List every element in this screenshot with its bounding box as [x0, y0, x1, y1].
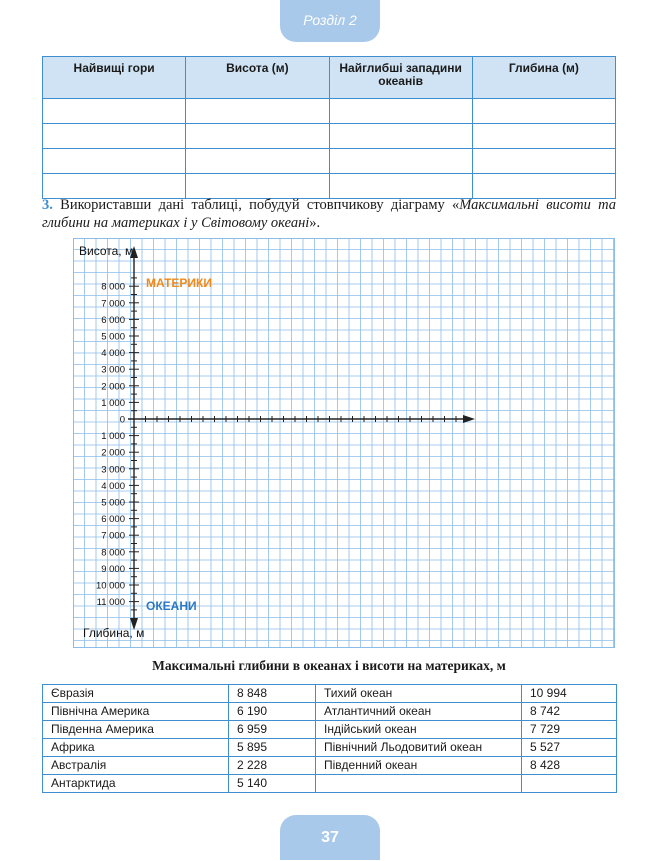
table-cell[interactable]: [472, 124, 615, 149]
table-cell[interactable]: [186, 99, 329, 124]
ocean-name: Тихий океан: [316, 685, 522, 703]
table-row: [43, 739, 617, 757]
chart-svg[interactable]: [73, 238, 615, 648]
continent-name: Південна Америка: [43, 721, 229, 739]
table-row: [43, 99, 616, 124]
continent-height: 5 895: [229, 739, 316, 757]
table-cell[interactable]: [329, 124, 472, 149]
section-tab: [280, 0, 380, 42]
y-tick-label: 3 000: [101, 364, 125, 376]
header-height: Висота (м): [186, 57, 329, 99]
task-text-italic: Максимальні висоти та глибини на материках і у Світовому океані: [42, 197, 616, 231]
table-cell[interactable]: [329, 99, 472, 124]
header-trenches: Найглибші западини океанів: [329, 57, 472, 99]
table-row: [43, 124, 616, 149]
ocean-name: Південний океан: [316, 757, 522, 775]
table-cell[interactable]: [329, 149, 472, 174]
ocean-name: Індійський океан: [316, 721, 522, 739]
table-header-row: [43, 57, 616, 99]
y-tick-label: 3 000: [101, 464, 125, 476]
header-depth: Глибина (м): [472, 57, 615, 99]
oceans-label: ОКЕАНИ: [146, 599, 197, 613]
table-cell[interactable]: [329, 174, 472, 199]
y-tick-label: 10 000: [95, 580, 125, 592]
header-mountains: Найвищі гори: [43, 57, 186, 99]
y-tick-label: 6 000: [101, 314, 125, 326]
ocean-name: Атлантичний океан: [316, 703, 522, 721]
continent-height: 5 140: [229, 775, 316, 793]
section-label: Розділ 2: [303, 12, 357, 28]
y-tick-label: 4 000: [101, 480, 125, 492]
grid-lines: [73, 238, 615, 648]
continent-height: 2 228: [229, 757, 316, 775]
task-text-end: ».: [309, 215, 321, 231]
table-cell[interactable]: [43, 174, 186, 199]
ocean-name: [316, 775, 522, 793]
ocean-depth: [522, 775, 617, 793]
table-cell[interactable]: [43, 149, 186, 174]
ocean-depth: 7 729: [522, 721, 617, 739]
task-text-plain: Використавши дані таблиці, побудуй стовпчикову діаграму «: [52, 197, 460, 213]
continent-height: 6 959: [229, 721, 316, 739]
continent-height: 6 190: [229, 703, 316, 721]
ocean-depth: 8 428: [522, 757, 617, 775]
y-tick-label: 1 000: [101, 397, 125, 409]
ocean-depth: 5 527: [522, 739, 617, 757]
table-cell[interactable]: [472, 99, 615, 124]
y-tick-label: 0: [119, 414, 125, 426]
table-cell[interactable]: [472, 174, 615, 199]
table-cell[interactable]: [186, 124, 329, 149]
y-axis-label-top: Висота, м: [79, 244, 134, 258]
y-tick-label: 1 000: [101, 431, 125, 443]
continent-height: 8 848: [229, 685, 316, 703]
table-row: [43, 703, 617, 721]
y-tick-label: 2 000: [101, 381, 125, 393]
chart-axes: [128, 246, 475, 630]
continent-name: Африка: [43, 739, 229, 757]
y-tick-label: 2 000: [101, 447, 125, 459]
ocean-name: Північний Льодовитий океан: [316, 739, 522, 757]
data-table-title: Максимальні глибини в океанах і висоти на материках, м: [152, 658, 506, 673]
table-row: [43, 775, 617, 793]
y-axis-label-bottom: Глибина, м: [83, 626, 145, 640]
table-cell[interactable]: [43, 124, 186, 149]
y-tick-label: 7 000: [101, 530, 125, 542]
continents-label: МАТЕРИКИ: [146, 276, 212, 290]
table-row: [43, 685, 617, 703]
chart-grid-area[interactable]: [73, 238, 615, 648]
table-row: [43, 757, 617, 775]
continent-name: Євразія: [43, 685, 229, 703]
task-number: 3.: [42, 197, 53, 213]
table-cell[interactable]: [43, 99, 186, 124]
ocean-depth: 8 742: [522, 703, 617, 721]
table-cell[interactable]: [186, 174, 329, 199]
y-tick-label: 8 000: [101, 281, 125, 293]
y-tick-label: 6 000: [101, 514, 125, 526]
table-cell[interactable]: [186, 149, 329, 174]
continent-name: Антарктида: [43, 775, 229, 793]
table-row: [43, 721, 617, 739]
y-tick-label: 4 000: [101, 348, 125, 360]
y-tick-label: 7 000: [101, 298, 125, 310]
fill-in-table: [42, 56, 616, 199]
y-tick-label: 5 000: [101, 497, 125, 509]
y-tick-label: 5 000: [101, 331, 125, 343]
task-text: [42, 196, 616, 232]
y-tick-label: 11 000: [96, 597, 125, 609]
page-number-tab: [280, 815, 380, 860]
continent-name: Північна Америка: [43, 703, 229, 721]
continent-name: Австралія: [43, 757, 229, 775]
data-table: [42, 684, 617, 793]
y-tick-label: 8 000: [101, 547, 125, 559]
ocean-depth: 10 994: [522, 685, 617, 703]
page-number: 37: [321, 829, 339, 846]
table-cell[interactable]: [472, 149, 615, 174]
table-row: [43, 149, 616, 174]
table-row: [43, 174, 616, 199]
y-tick-label: 9 000: [101, 563, 125, 575]
